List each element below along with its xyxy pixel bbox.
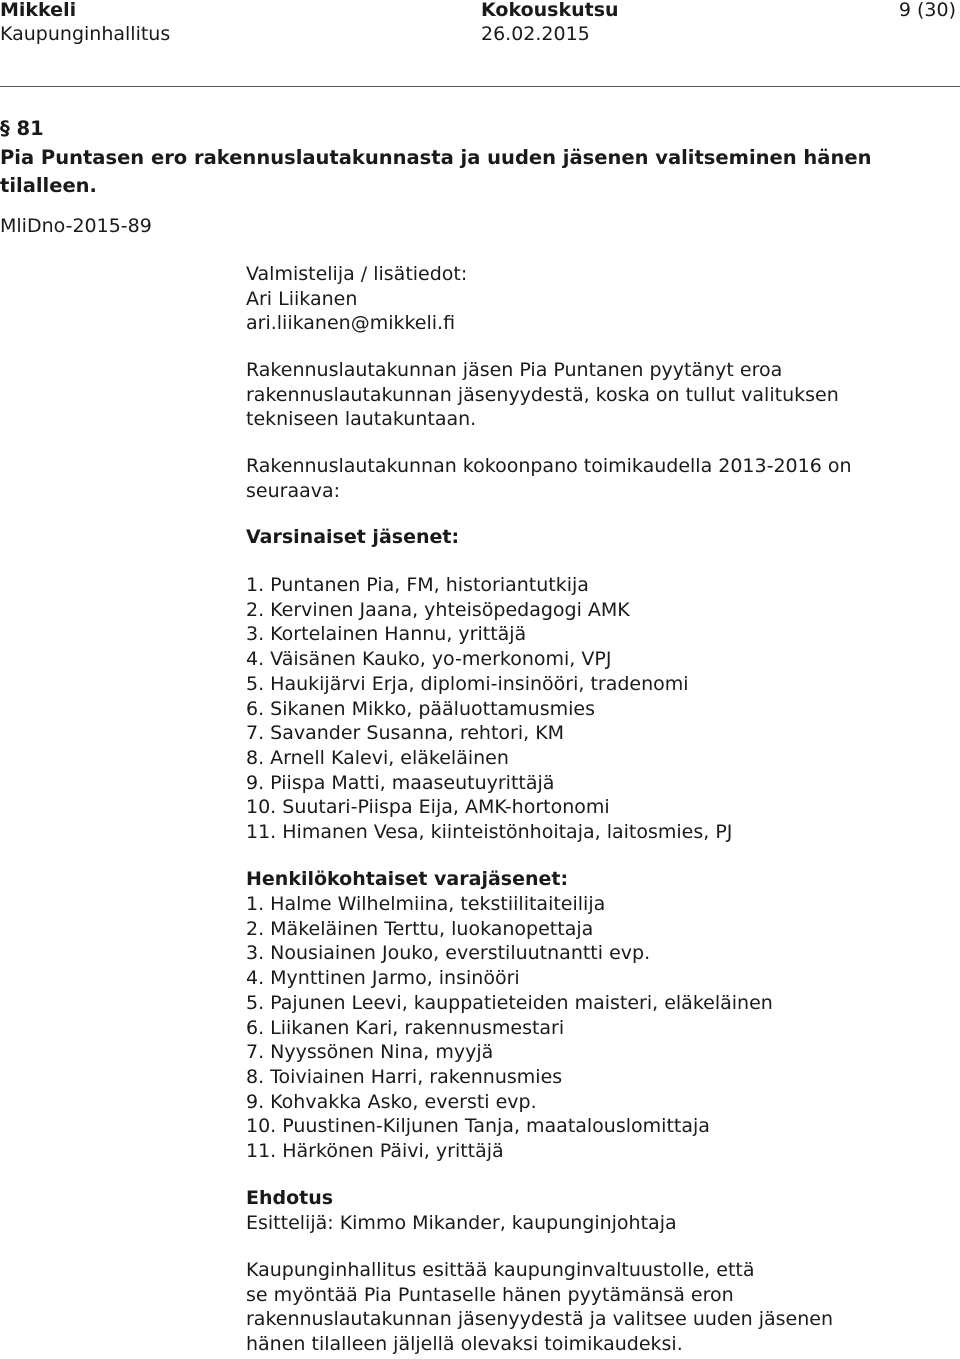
preparer-label: Valmistelija / lisätiedot:: [246, 263, 468, 285]
list-item: 3. Kortelainen Hannu, yrittäjä: [246, 623, 527, 646]
header-date: 26.02.2015: [481, 23, 590, 45]
preparer-name: Ari Liikanen: [246, 287, 358, 310]
paragraph-line: seuraava:: [246, 479, 341, 502]
paragraph-line: Rakennuslautakunnan jäsen Pia Puntanen pyytänyt eroa: [246, 359, 783, 381]
list-item: 7. Savander Susanna, rehtori, KM: [246, 722, 565, 745]
list-item: 6. Liikanen Kari, rakennusmestari: [246, 1016, 565, 1039]
record-id: MliDno-2015-89: [0, 215, 152, 237]
list-item: 10. Puustinen-Kiljunen Tanja, maatalouslomittaja: [246, 1115, 710, 1138]
list-item: 1. Halme Wilhelmiina, tekstiilitaiteilija: [246, 893, 606, 915]
list-item: 8. Toiviainen Harri, rakennusmies: [246, 1065, 563, 1088]
members-list: [246, 573, 732, 845]
section-number: § 81: [0, 117, 44, 140]
list-item: 9. Piispa Matti, maaseutuyrittäjä: [246, 771, 555, 794]
list-item: 4. Mynttinen Jarmo, insinööri: [246, 967, 520, 990]
intro-paragraph: [246, 358, 839, 432]
list-item: 6. Sikanen Mikko, pääluottamusmies: [246, 697, 595, 720]
preparer-block: [246, 262, 467, 336]
header-city: Mikkeli: [0, 0, 77, 21]
proposal-text: [246, 1258, 833, 1357]
deputies-list: [246, 892, 773, 1164]
paragraph-line: tekniseen lautakuntaan.: [246, 408, 477, 431]
paragraph-line: hänen tilalleen jäljellä olevaksi toimikaudeksi.: [246, 1333, 683, 1356]
list-item: 9. Kohvakka Asko, eversti evp.: [246, 1090, 537, 1113]
section-title-line: Pia Puntasen ero rakennuslautakunnasta ja uuden jäsenen valitseminen hänen: [0, 145, 872, 169]
list-item: 2. Mäkeläinen Terttu, luokanopettaja: [246, 917, 594, 940]
section-title-block: [0, 115, 871, 201]
section-title-line: tilalleen.: [0, 174, 97, 197]
list-item: 5. Haukijärvi Erja, diplomi-insinööri, tradenomi: [246, 672, 689, 695]
header-doc-type: Kokouskutsu: [481, 0, 619, 21]
list-item: 1. Puntanen Pia, FM, historiantutkija: [246, 574, 589, 596]
header-page-number: 9 (30): [898, 0, 956, 21]
deputies-heading: Henkilökohtaiset varajäsenet:: [246, 868, 569, 890]
list-item: 2. Kervinen Jaana, yhteisöpedagogi AMK: [246, 598, 630, 621]
list-item: 11. Himanen Vesa, kiinteistönhoitaja, laitosmies, PJ: [246, 821, 733, 844]
list-item: 7. Nyyssönen Nina, myyjä: [246, 1041, 494, 1064]
paragraph-line: Rakennuslautakunnan kokoonpano toimikaudella 2013-2016 on: [246, 455, 852, 477]
preparer-email: ari.liikanen@mikkeli.fi: [246, 312, 456, 335]
list-item: 3. Nousiainen Jouko, everstiluutnantti evp.: [246, 942, 651, 965]
list-item: 10. Suutari-Piispa Eija, AMK-hortonomi: [246, 796, 610, 819]
paragraph-line: se myöntää Pia Puntaselle hänen pyytämänsä eron: [246, 1283, 734, 1306]
paragraph-line: Kaupunginhallitus esittää kaupunginvaltuustolle, että: [246, 1259, 755, 1281]
composition-paragraph: [246, 454, 852, 503]
list-item: 5. Pajunen Leevi, kauppatieteiden maisteri, eläkeläinen: [246, 991, 773, 1014]
header-board: Kaupunginhallitus: [0, 23, 171, 45]
proposal-presenter: Esittelijä: Kimmo Mikander, kaupunginjohtaja: [246, 1212, 677, 1234]
list-item: 8. Arnell Kalevi, eläkeläinen: [246, 746, 509, 769]
list-item: 4. Väisänen Kauko, yo-merkonomi, VPJ: [246, 648, 612, 671]
proposal-heading: Ehdotus: [246, 1187, 334, 1209]
list-item: 11. Härkönen Päivi, yrittäjä: [246, 1140, 504, 1163]
header-divider: [0, 86, 960, 87]
members-heading: Varsinaiset jäsenet:: [246, 526, 460, 548]
paragraph-line: rakennuslautakunnan jäsenyydestä ja valitsee uuden jäsenen: [246, 1308, 834, 1331]
paragraph-line: rakennuslautakunnan jäsenyydestä, koska on tullut valituksen: [246, 383, 839, 406]
